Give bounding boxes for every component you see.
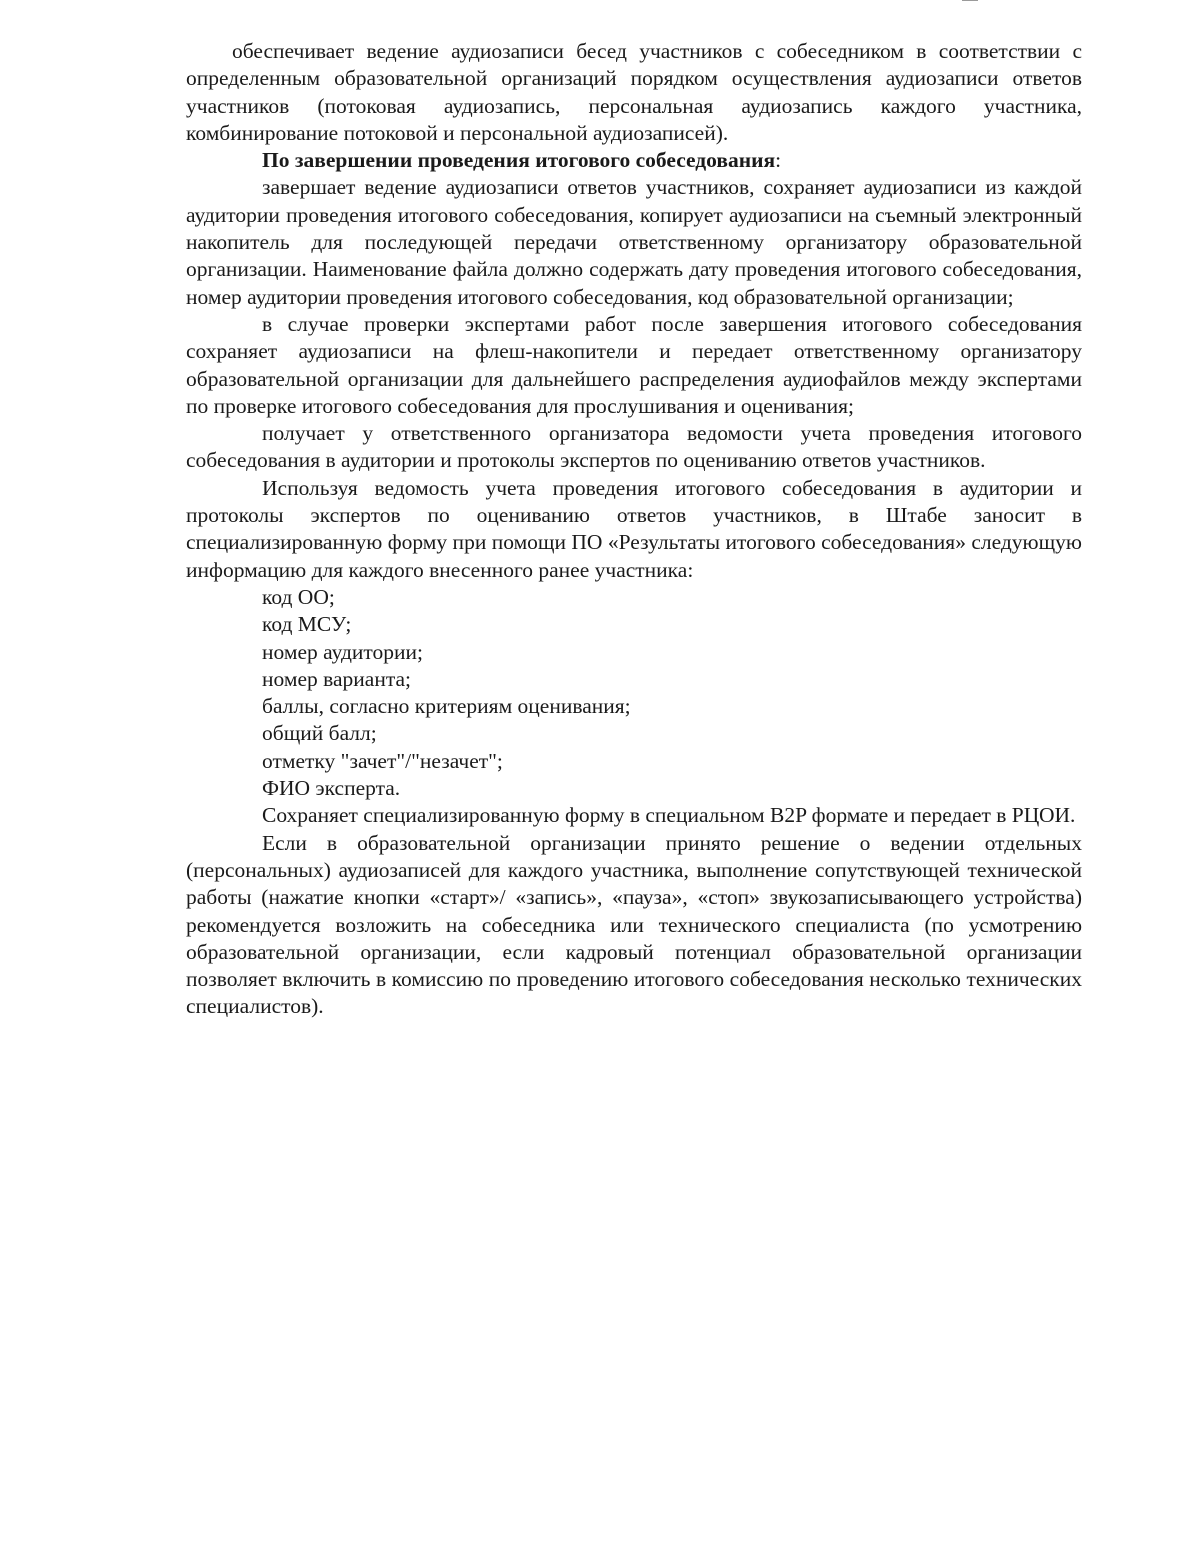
- paragraph-expert-check: в случае проверки экспертами работ после завершения итогового собеседования сохраняет аудиозаписи на флеш-накопители и передает ответственному организатору образовательной организации для дальнейшего распределения аудиофайлов между экспертами по проверке итогового собеседования для прослушивания и оценивания;: [186, 311, 1082, 418]
- list-item: отметку "зачет"/"незачет";: [262, 748, 503, 773]
- list-item: ФИО эксперта.: [262, 776, 401, 801]
- scan-corner-mark: [962, 0, 978, 5]
- paragraph-audio-recording: обеспечивает ведение аудиозаписи бесед участников с собеседником в соответствии с определенным образовательной организаций порядком осуществления аудиозаписи ответов участников (потоковая аудиозапись, персональная аудиозапись каждого участника, комбинирование потоковой и персональной аудиозаписей).: [186, 39, 1082, 145]
- list-item: общий балл;: [262, 721, 377, 746]
- paragraph-personal-recordings: Если в образовательной организации принято решение о ведении отдельных (персональных) аудиозаписей для каждого участника, выполнение сопутствующей технической работы (нажатие кнопки «старт»/ «запись», «пауза», «стоп» звукозаписывающего устройства) рекомендуется возложить на собеседника или технического специалиста (по усмотрению образовательной организации, если кадровый потенциал образовательной организации позволяет включить в комиссию по проведению итогового собеседования несколько технических специалистов).: [186, 830, 1082, 1019]
- list-item: баллы, согласно критериям оценивания;: [262, 694, 631, 719]
- section-heading-text: По завершении проведения итогового собеседования: [262, 148, 776, 173]
- section-heading-colon: :: [775, 148, 782, 173]
- paragraph-finish-recording: завершает ведение аудиозаписи ответов участников, сохраняет аудиозаписи из каждой аудитории проведения итогового собеседования, копирует аудиозаписи на съемный электронный накопитель для последующей передачи ответственному организатору образовательной организации. Наименование файла должно содержать дату проведения итогового собеседования, номер аудитории проведения итогового собеседования, код образовательной организации;: [186, 175, 1082, 309]
- paragraph-save-form: Сохраняет специализированную форму в специальном B2P формате и передает в РЦОИ.: [262, 803, 1076, 828]
- fields-list: [186, 584, 1082, 802]
- paragraph-receive-statements: получает у ответственного организатора ведомости учета проведения итогового собеседования в аудитории и протоколы экспертов по оцениванию ответов участников.: [186, 421, 1082, 473]
- section-heading: [186, 147, 1082, 174]
- paragraph-enter-info: Используя ведомость учета проведения итогового собеседования в аудитории и протоколы экспертов по оцениванию ответов участников, в Штабе заносит в специализированную форму при помощи ПО «Результаты итогового собеседования» следующую информацию для каждого внесенного ранее участника:: [186, 475, 1082, 582]
- document-body: [186, 38, 1082, 1021]
- list-item: номер аудитории;: [262, 639, 424, 664]
- list-item: код МСУ;: [262, 612, 352, 637]
- list-item: код ОО;: [262, 584, 335, 609]
- list-item: номер варианта;: [262, 666, 412, 691]
